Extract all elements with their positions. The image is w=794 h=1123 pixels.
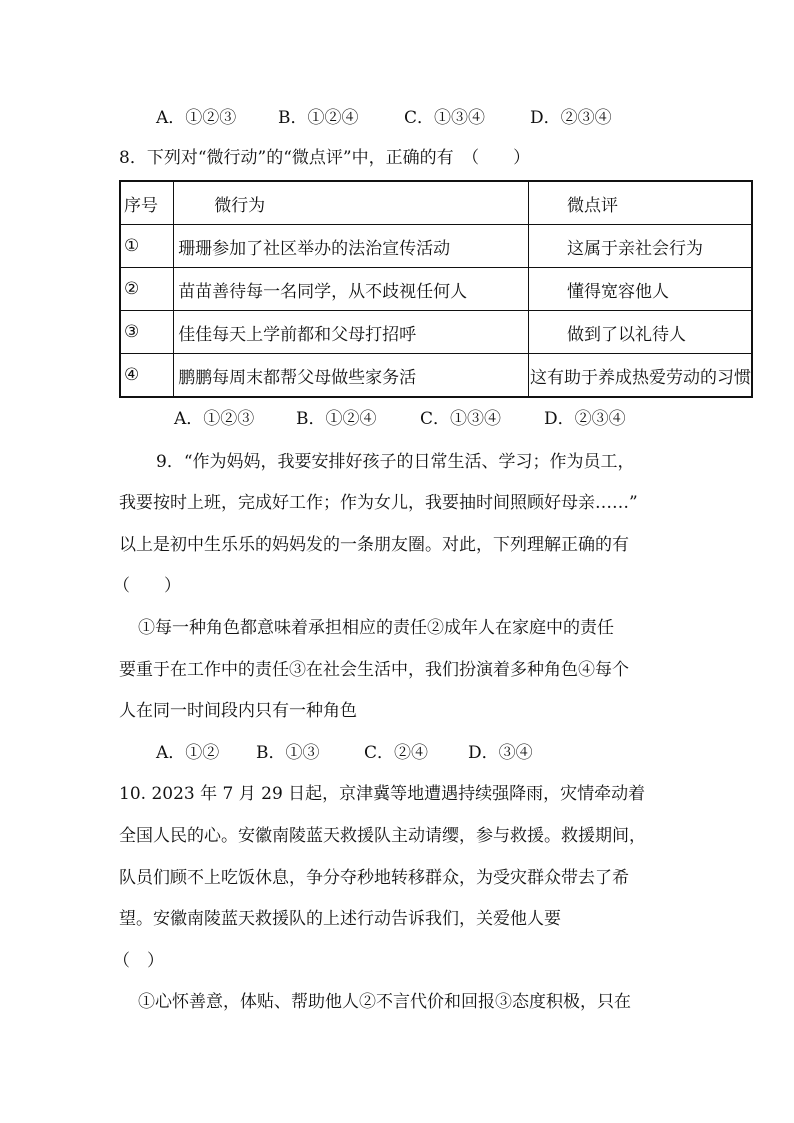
row-comment: 这属于亲社会行为 bbox=[529, 225, 753, 268]
q10-line-3: 队员们顾不上吃饭休息，争分夺秒地转移群众，为受灾群众带去了希 bbox=[119, 868, 629, 888]
q10-line-6: ①心怀善意，体贴、帮助他人②不言代价和回报③态度积极，只在 bbox=[138, 992, 631, 1012]
q7-option-d: D．②③④ bbox=[530, 108, 612, 128]
table-row bbox=[120, 268, 752, 311]
row-index: ① bbox=[120, 225, 174, 268]
q9-option-c: C．②④ bbox=[364, 743, 429, 763]
header-comment: 微点评 bbox=[529, 181, 753, 225]
q8-stem: 8．下列对“微行动”的“微点评”中，正确的有 （ ） bbox=[119, 148, 531, 168]
header-index: 序号 bbox=[120, 181, 174, 225]
row-comment: 这有助于养成热爱劳动的习惯 bbox=[529, 354, 753, 398]
q9-line-7: 人在同一时间段内只有一种角色 bbox=[119, 701, 357, 721]
q7-option-c: C．①③④ bbox=[404, 108, 486, 128]
table-row bbox=[120, 225, 752, 268]
q9-option-b: B．①③ bbox=[256, 743, 320, 763]
q9-option-a: A．①② bbox=[156, 743, 220, 763]
q9-line-1: 9．“作为妈妈，我要安排好孩子的日常生活、学习；作为员工， bbox=[156, 452, 635, 472]
q8-option-c: C．①③④ bbox=[420, 409, 502, 429]
q9-line-3: 以上是初中生乐乐的妈妈发的一条朋友圈。对此，下列理解正确的有 bbox=[119, 535, 629, 555]
q10-line-1: 10. 2023 年 7 月 29 日起，京津冀等地遭遇持续强降雨，灾情牵动着 bbox=[119, 784, 646, 804]
q10-line-2: 全国人民的心。安徽南陵蓝天救援队主动请缨，参与救援。救援期间， bbox=[119, 826, 646, 846]
q9-line-5: ①每一种角色都意味着承担相应的责任②成年人在家庭中的责任 bbox=[138, 618, 614, 638]
q9-line-6: 要重于在工作中的责任③在社会生活中，我们扮演着多种角色④每个 bbox=[119, 660, 629, 680]
q9-options bbox=[156, 741, 533, 765]
q9-line-2: 我要按时上班，完成好工作；作为女儿，我要抽时间照顾好母亲……” bbox=[119, 493, 638, 513]
q8-options bbox=[174, 407, 626, 431]
row-behavior: 佳佳每天上学前都和父母打招呼 bbox=[174, 311, 529, 354]
row-behavior: 珊珊参加了社区举办的法治宣传活动 bbox=[174, 225, 529, 268]
q8-table bbox=[119, 180, 753, 398]
q10-line-4: 望。安徽南陵蓝天救援队的上述行动告诉我们，关爱他人要 bbox=[119, 909, 561, 929]
q9-option-d: D．③④ bbox=[468, 743, 533, 763]
row-comment: 做到了以礼待人 bbox=[529, 311, 753, 354]
table-row bbox=[120, 311, 752, 354]
header-behavior: 微行为 bbox=[174, 181, 529, 225]
q10-answer-blank: （ ） bbox=[113, 951, 164, 971]
q8-option-a: A．①②③ bbox=[174, 409, 255, 429]
row-behavior: 鹏鹏每周末都帮父母做些家务活 bbox=[174, 354, 529, 398]
row-index: ④ bbox=[120, 354, 174, 398]
row-behavior: 苗苗善待每一名同学，从不歧视任何人 bbox=[174, 268, 529, 311]
row-index: ② bbox=[120, 268, 174, 311]
q7-option-a: A．①②③ bbox=[156, 108, 237, 128]
row-index: ③ bbox=[120, 311, 174, 354]
q7-option-b: B．①②④ bbox=[278, 108, 359, 128]
q8-option-d: D．②③④ bbox=[544, 409, 626, 429]
q9-answer-blank: （ ） bbox=[113, 576, 181, 596]
row-comment: 懂得宽容他人 bbox=[529, 268, 753, 311]
table-header-row bbox=[120, 181, 752, 225]
q7-options bbox=[156, 106, 612, 130]
table-row bbox=[120, 354, 752, 398]
q8-option-b: B．①②④ bbox=[296, 409, 377, 429]
